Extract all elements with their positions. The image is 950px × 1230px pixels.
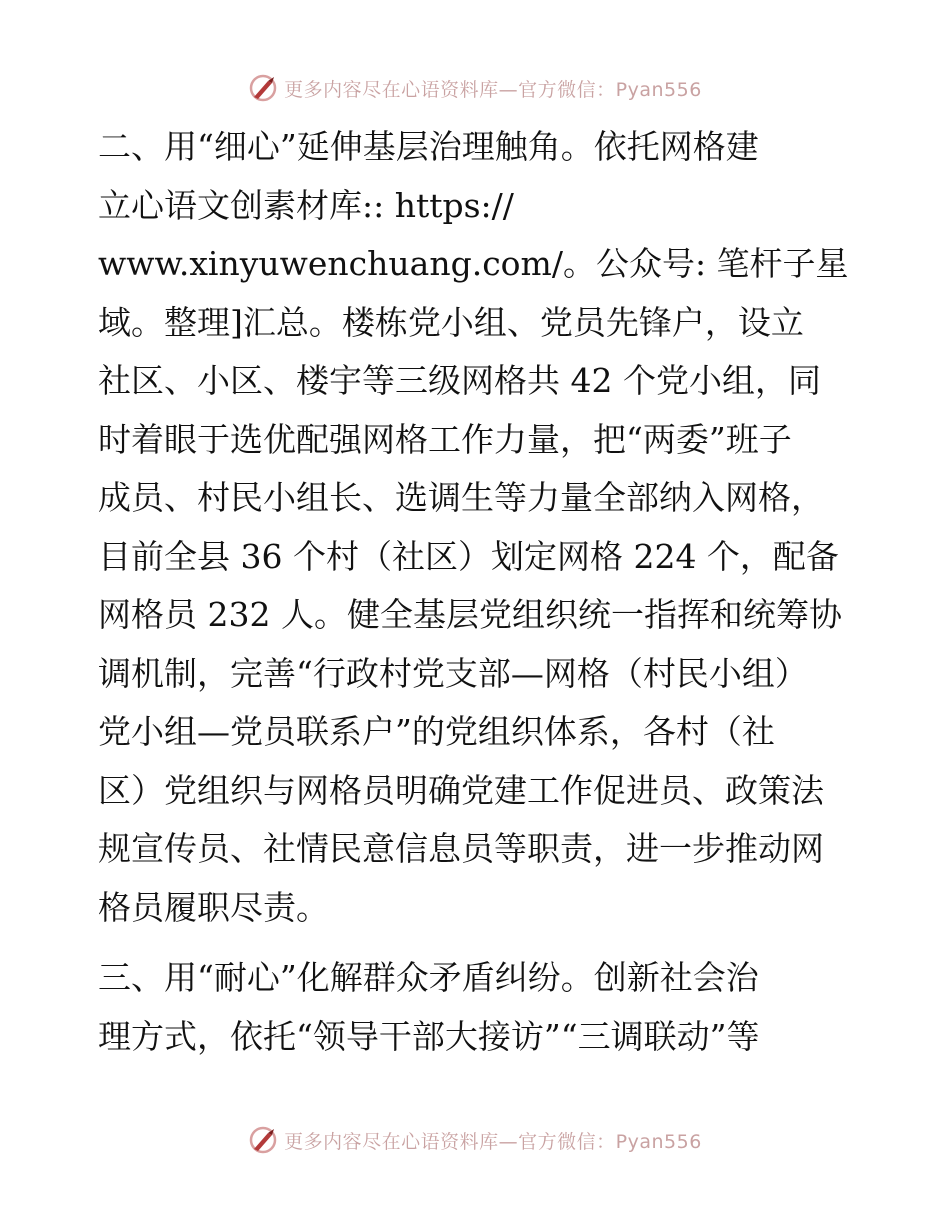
text-line: 成员、村民小组长、选调生等力量全部纳入网格， [98, 478, 824, 517]
quill-pen-circle-icon [248, 73, 278, 103]
text-line: 党小组—党员联系户”的党组织体系，各村（社 [98, 712, 775, 751]
text-line: 规宣传员、社情民意信息员等职责，进一步推动网 [98, 829, 824, 868]
paragraph-section-three [98, 949, 858, 1066]
text-line: 时着眼于选优配强网格工作力量，把“两委”班子 [98, 419, 792, 459]
text-line: 社区、小区、楼宇等三级网格共 42 个党小组，同 [98, 361, 821, 400]
quill-pen-circle-icon [248, 1125, 278, 1155]
text-line: 区）党组织与网格员明确党建工作促进员、政策法 [98, 770, 824, 810]
footer-watermark [0, 1120, 950, 1160]
paragraph-spacer [98, 937, 858, 949]
paragraph-section-two [98, 118, 858, 937]
watermark-text: 更多内容尽在心语资料库—官方微信：Pyan556 [284, 78, 702, 101]
text-line: 理方式，依托“领导干部大接访”“三调联动”等 [98, 1016, 760, 1056]
text-line: 格员履职尽责。 [98, 887, 329, 927]
text-line: www.xinyuwenchuang.com/。公众号: 笔杆子星 [98, 244, 849, 283]
text-line: 目前全县 36 个村（社区）划定网格 224 个，配备 [98, 536, 839, 576]
header-watermark [0, 68, 950, 108]
text-line: 立心语文创素材库:: https:// [98, 185, 514, 225]
text-line: 二、用“细心”延伸基层治理触角。依托网格建 [98, 127, 759, 166]
text-line: 网格员 232 人。健全基层党组织统一指挥和统筹协 [98, 595, 842, 634]
document-body [98, 118, 858, 1066]
text-line: 域。整理]汇总。楼栋党小组、党员先锋户，设立 [98, 302, 804, 342]
watermark-text: 更多内容尽在心语资料库—官方微信：Pyan556 [284, 1130, 702, 1153]
text-line: 三、用“耐心”化解群众矛盾纠纷。创新社会治 [98, 958, 759, 997]
text-line: 调机制，完善“行政村党支部—网格（村民小组） [98, 653, 808, 693]
